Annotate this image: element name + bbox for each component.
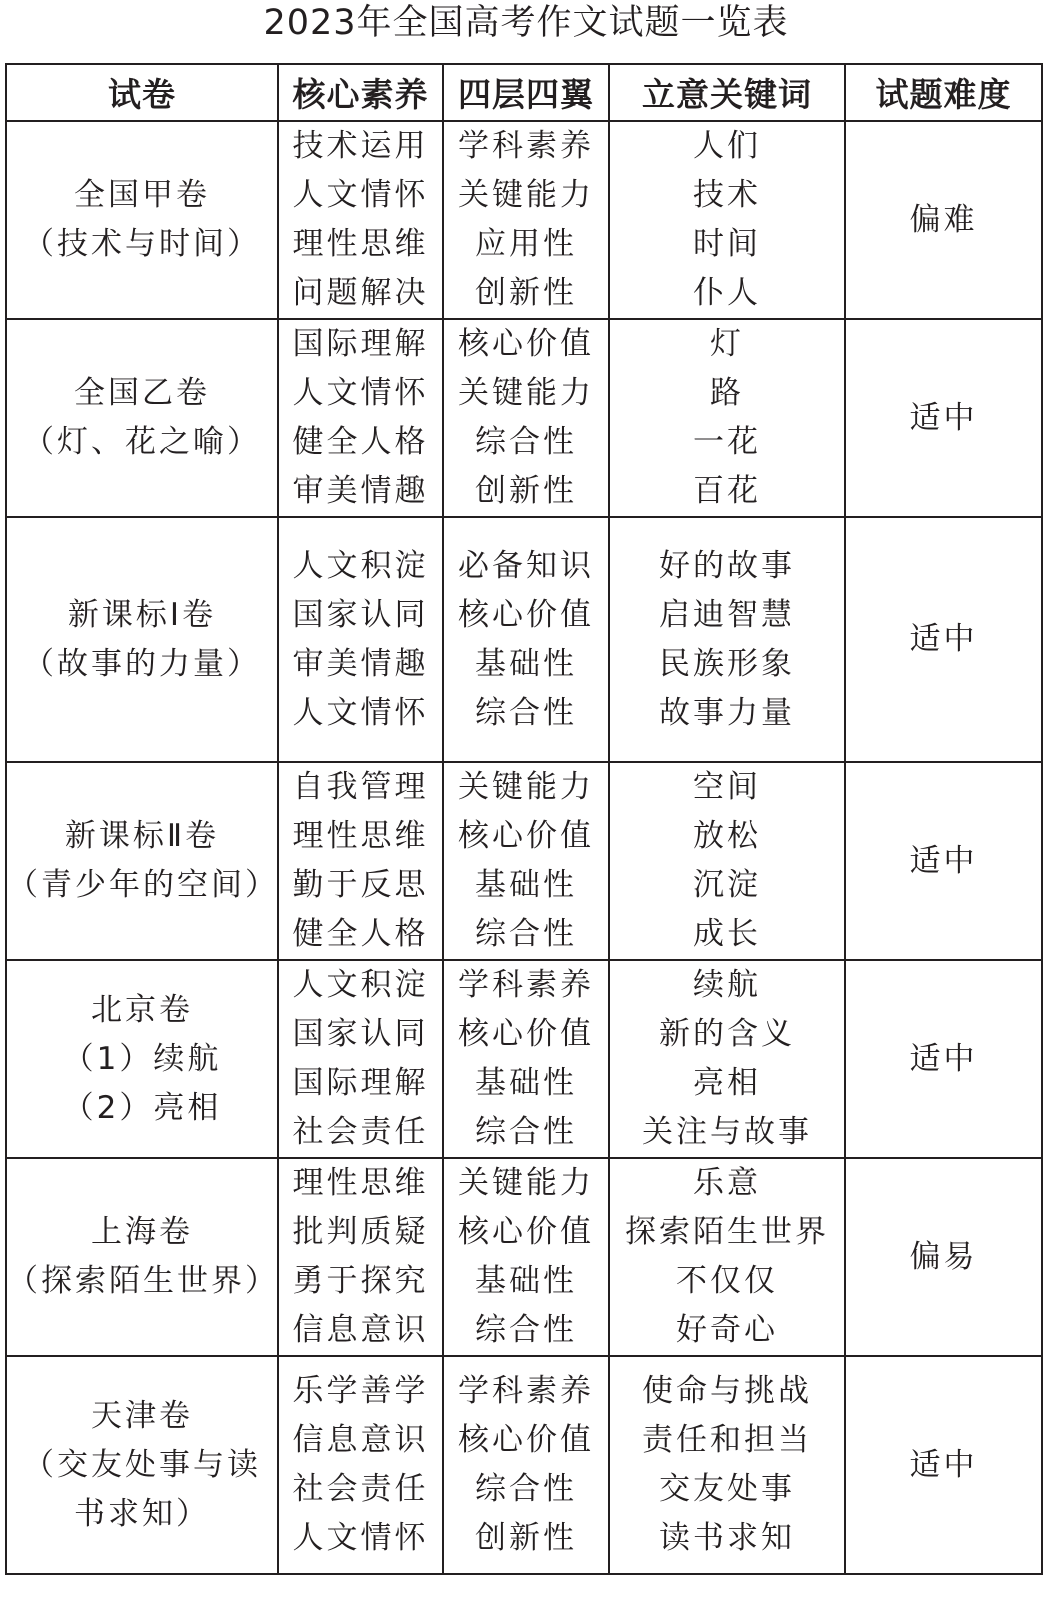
layers-cell — [443, 517, 609, 762]
literacy-item: 人文积淀 — [292, 547, 429, 584]
keyword-item: 乐意 — [693, 1165, 761, 1201]
literacy-item: 理性思维 — [292, 818, 429, 854]
paper-name: 全国甲卷 — [74, 177, 210, 213]
paper-cell — [6, 319, 278, 517]
keyword-item: 放松 — [693, 818, 761, 854]
literacy-item: 批判质疑 — [292, 1214, 429, 1250]
keywords-cell — [609, 1158, 845, 1356]
layers-item: 学科素养 — [458, 967, 594, 1003]
literacy-item: 国家认同 — [292, 596, 429, 633]
keyword-item: 一花 — [693, 424, 761, 460]
layers-cell — [443, 121, 609, 319]
keyword-item: 好奇心 — [676, 1312, 778, 1348]
layers-cell — [443, 960, 609, 1158]
keyword-item: 亮相 — [693, 1065, 761, 1101]
layers-item: 学科素养 — [458, 128, 594, 164]
keyword-item: 新的含义 — [659, 1016, 795, 1052]
paper-cell — [6, 517, 278, 762]
difficulty-cell: 偏难 — [845, 121, 1042, 319]
paper-cell — [6, 960, 278, 1158]
keyword-item: 民族形象 — [659, 645, 795, 682]
keywords-cell — [609, 1356, 845, 1574]
literacy-item: 信息意识 — [292, 1312, 429, 1348]
literacy-item: 理性思维 — [292, 1165, 429, 1201]
layers-item: 核心价值 — [458, 1422, 594, 1458]
keyword-item: 百花 — [693, 473, 761, 509]
paper-subtitle: 书求知） — [74, 1495, 210, 1532]
paper-name: 天津卷 — [91, 1397, 193, 1434]
keywords-cell — [609, 121, 845, 319]
paper-subtitle: （交友处事与读 — [23, 1446, 261, 1483]
keyword-item: 故事力量 — [659, 694, 795, 731]
keywords-cell — [609, 319, 845, 517]
layers-item: 综合性 — [475, 424, 577, 460]
literacy-cell — [278, 517, 443, 762]
layers-item: 关键能力 — [458, 1165, 594, 1201]
difficulty-cell: 偏易 — [845, 1158, 1042, 1356]
paper-subtitle: （技术与时间） — [23, 226, 261, 262]
literacy-item: 人文情怀 — [292, 1520, 429, 1556]
layers-item: 关键能力 — [458, 375, 594, 411]
keyword-item: 好的故事 — [659, 547, 795, 584]
paper-name: 上海卷 — [91, 1214, 193, 1250]
keyword-item: 使命与挑战 — [642, 1373, 812, 1409]
literacy-cell — [278, 1356, 443, 1574]
literacy-item: 勇于探究 — [292, 1263, 429, 1299]
literacy-item: 乐学善学 — [292, 1373, 429, 1409]
layers-item: 关键能力 — [458, 177, 594, 213]
literacy-cell — [278, 121, 443, 319]
paper-subtitle: （故事的力量） — [23, 645, 261, 682]
paper-cell — [6, 1158, 278, 1356]
header-layers: 四层四翼 — [443, 64, 609, 121]
layers-item: 基础性 — [475, 1263, 577, 1299]
header-row — [6, 64, 1042, 121]
layers-cell — [443, 762, 609, 960]
literacy-item: 理性思维 — [292, 226, 429, 262]
essay-table — [5, 63, 1043, 1575]
keyword-item: 关注与故事 — [642, 1114, 812, 1150]
layers-item: 创新性 — [475, 275, 577, 311]
keyword-item: 沉淀 — [693, 867, 761, 903]
difficulty-cell: 适中 — [845, 517, 1042, 762]
layers-item: 核心价值 — [458, 818, 594, 854]
literacy-item: 审美情趣 — [292, 473, 429, 509]
keyword-item: 启迪智慧 — [659, 596, 795, 633]
layers-item: 核心价值 — [458, 1016, 594, 1052]
difficulty-cell: 适中 — [845, 1356, 1042, 1574]
paper-subtitle: （青少年的空间） — [7, 867, 279, 903]
keyword-item: 读书求知 — [659, 1520, 795, 1556]
paper-subtitle: （探索陌生世界） — [7, 1263, 279, 1299]
paper-cell — [6, 1356, 278, 1574]
literacy-item: 健全人格 — [292, 424, 429, 460]
layers-item: 创新性 — [475, 473, 577, 509]
paper-name: 新课标Ⅰ卷 — [67, 596, 217, 633]
layers-cell — [443, 1158, 609, 1356]
layers-item: 基础性 — [475, 1065, 577, 1101]
keywords-cell — [609, 762, 845, 960]
keyword-item: 空间 — [693, 769, 761, 805]
literacy-item: 社会责任 — [292, 1114, 429, 1150]
layers-item: 核心价值 — [458, 326, 594, 362]
keywords-cell — [609, 960, 845, 1158]
header-literacy: 核心素养 — [278, 64, 443, 121]
literacy-cell — [278, 960, 443, 1158]
header-difficulty: 试题难度 — [845, 64, 1042, 121]
paper-name: 北京卷 — [91, 991, 193, 1028]
layers-item: 基础性 — [475, 867, 577, 903]
literacy-item: 审美情趣 — [292, 645, 429, 682]
literacy-cell — [278, 1158, 443, 1356]
paper-cell — [6, 121, 278, 319]
paper-name: 新课标Ⅱ卷 — [64, 818, 220, 854]
literacy-item: 国际理解 — [292, 326, 429, 362]
literacy-item: 人文情怀 — [292, 177, 429, 213]
literacy-item: 技术运用 — [292, 128, 429, 164]
layers-cell — [443, 1356, 609, 1574]
layers-item: 必备知识 — [458, 547, 594, 584]
table-row — [6, 121, 1042, 319]
literacy-item: 健全人格 — [292, 916, 429, 952]
layers-item: 关键能力 — [458, 769, 594, 805]
layers-item: 学科素养 — [458, 1373, 594, 1409]
literacy-item: 人文情怀 — [292, 694, 429, 731]
table-row — [6, 319, 1042, 517]
literacy-cell — [278, 762, 443, 960]
literacy-item: 国家认同 — [292, 1016, 429, 1052]
keyword-item: 技术 — [693, 177, 761, 213]
difficulty-cell: 适中 — [845, 762, 1042, 960]
keyword-item: 灯 — [710, 326, 744, 362]
layers-item: 应用性 — [475, 226, 577, 262]
paper-cell — [6, 762, 278, 960]
table-row — [6, 1356, 1042, 1574]
layers-item: 综合性 — [475, 1114, 577, 1150]
layers-cell — [443, 319, 609, 517]
keywords-cell — [609, 517, 845, 762]
literacy-item: 信息意识 — [292, 1422, 429, 1458]
paper-subtitle: （1）续航 — [62, 1040, 222, 1077]
layers-item: 创新性 — [475, 1520, 577, 1556]
paper-subtitle: （2）亮相 — [62, 1089, 222, 1126]
page-title: 2023年全国高考作文试题一览表 — [263, 3, 789, 43]
literacy-item: 人文积淀 — [292, 967, 429, 1003]
layers-item: 综合性 — [475, 694, 577, 731]
difficulty-cell: 适中 — [845, 319, 1042, 517]
literacy-cell — [278, 319, 443, 517]
keyword-item: 时间 — [693, 226, 761, 262]
keyword-item: 路 — [710, 375, 744, 411]
paper-subtitle: （灯、花之喻） — [23, 424, 261, 460]
layers-item: 综合性 — [475, 916, 577, 952]
keyword-item: 不仅仅 — [676, 1263, 778, 1299]
table-row — [6, 960, 1042, 1158]
keyword-item: 人们 — [693, 128, 761, 164]
keyword-item: 成长 — [693, 916, 761, 952]
layers-item: 核心价值 — [458, 1214, 594, 1250]
literacy-item: 勤于反思 — [292, 867, 429, 903]
keyword-item: 探索陌生世界 — [625, 1214, 829, 1250]
literacy-item: 问题解决 — [292, 275, 429, 311]
keyword-item: 交友处事 — [659, 1471, 795, 1507]
table-row — [6, 762, 1042, 960]
paper-name: 全国乙卷 — [74, 375, 210, 411]
literacy-item: 国际理解 — [292, 1065, 429, 1101]
table-row — [6, 517, 1042, 762]
literacy-item: 自我管理 — [292, 769, 429, 805]
table-row — [6, 1158, 1042, 1356]
layers-item: 综合性 — [475, 1312, 577, 1348]
literacy-item: 社会责任 — [292, 1471, 429, 1507]
literacy-item: 人文情怀 — [292, 375, 429, 411]
layers-item: 核心价值 — [458, 596, 594, 633]
layers-item: 基础性 — [475, 645, 577, 682]
header-paper: 试卷 — [6, 64, 278, 121]
difficulty-cell: 适中 — [845, 960, 1042, 1158]
keyword-item: 仆人 — [693, 275, 761, 311]
keyword-item: 责任和担当 — [642, 1422, 812, 1458]
keyword-item: 续航 — [693, 967, 761, 1003]
layers-item: 综合性 — [475, 1471, 577, 1507]
header-keywords: 立意关键词 — [609, 64, 845, 121]
